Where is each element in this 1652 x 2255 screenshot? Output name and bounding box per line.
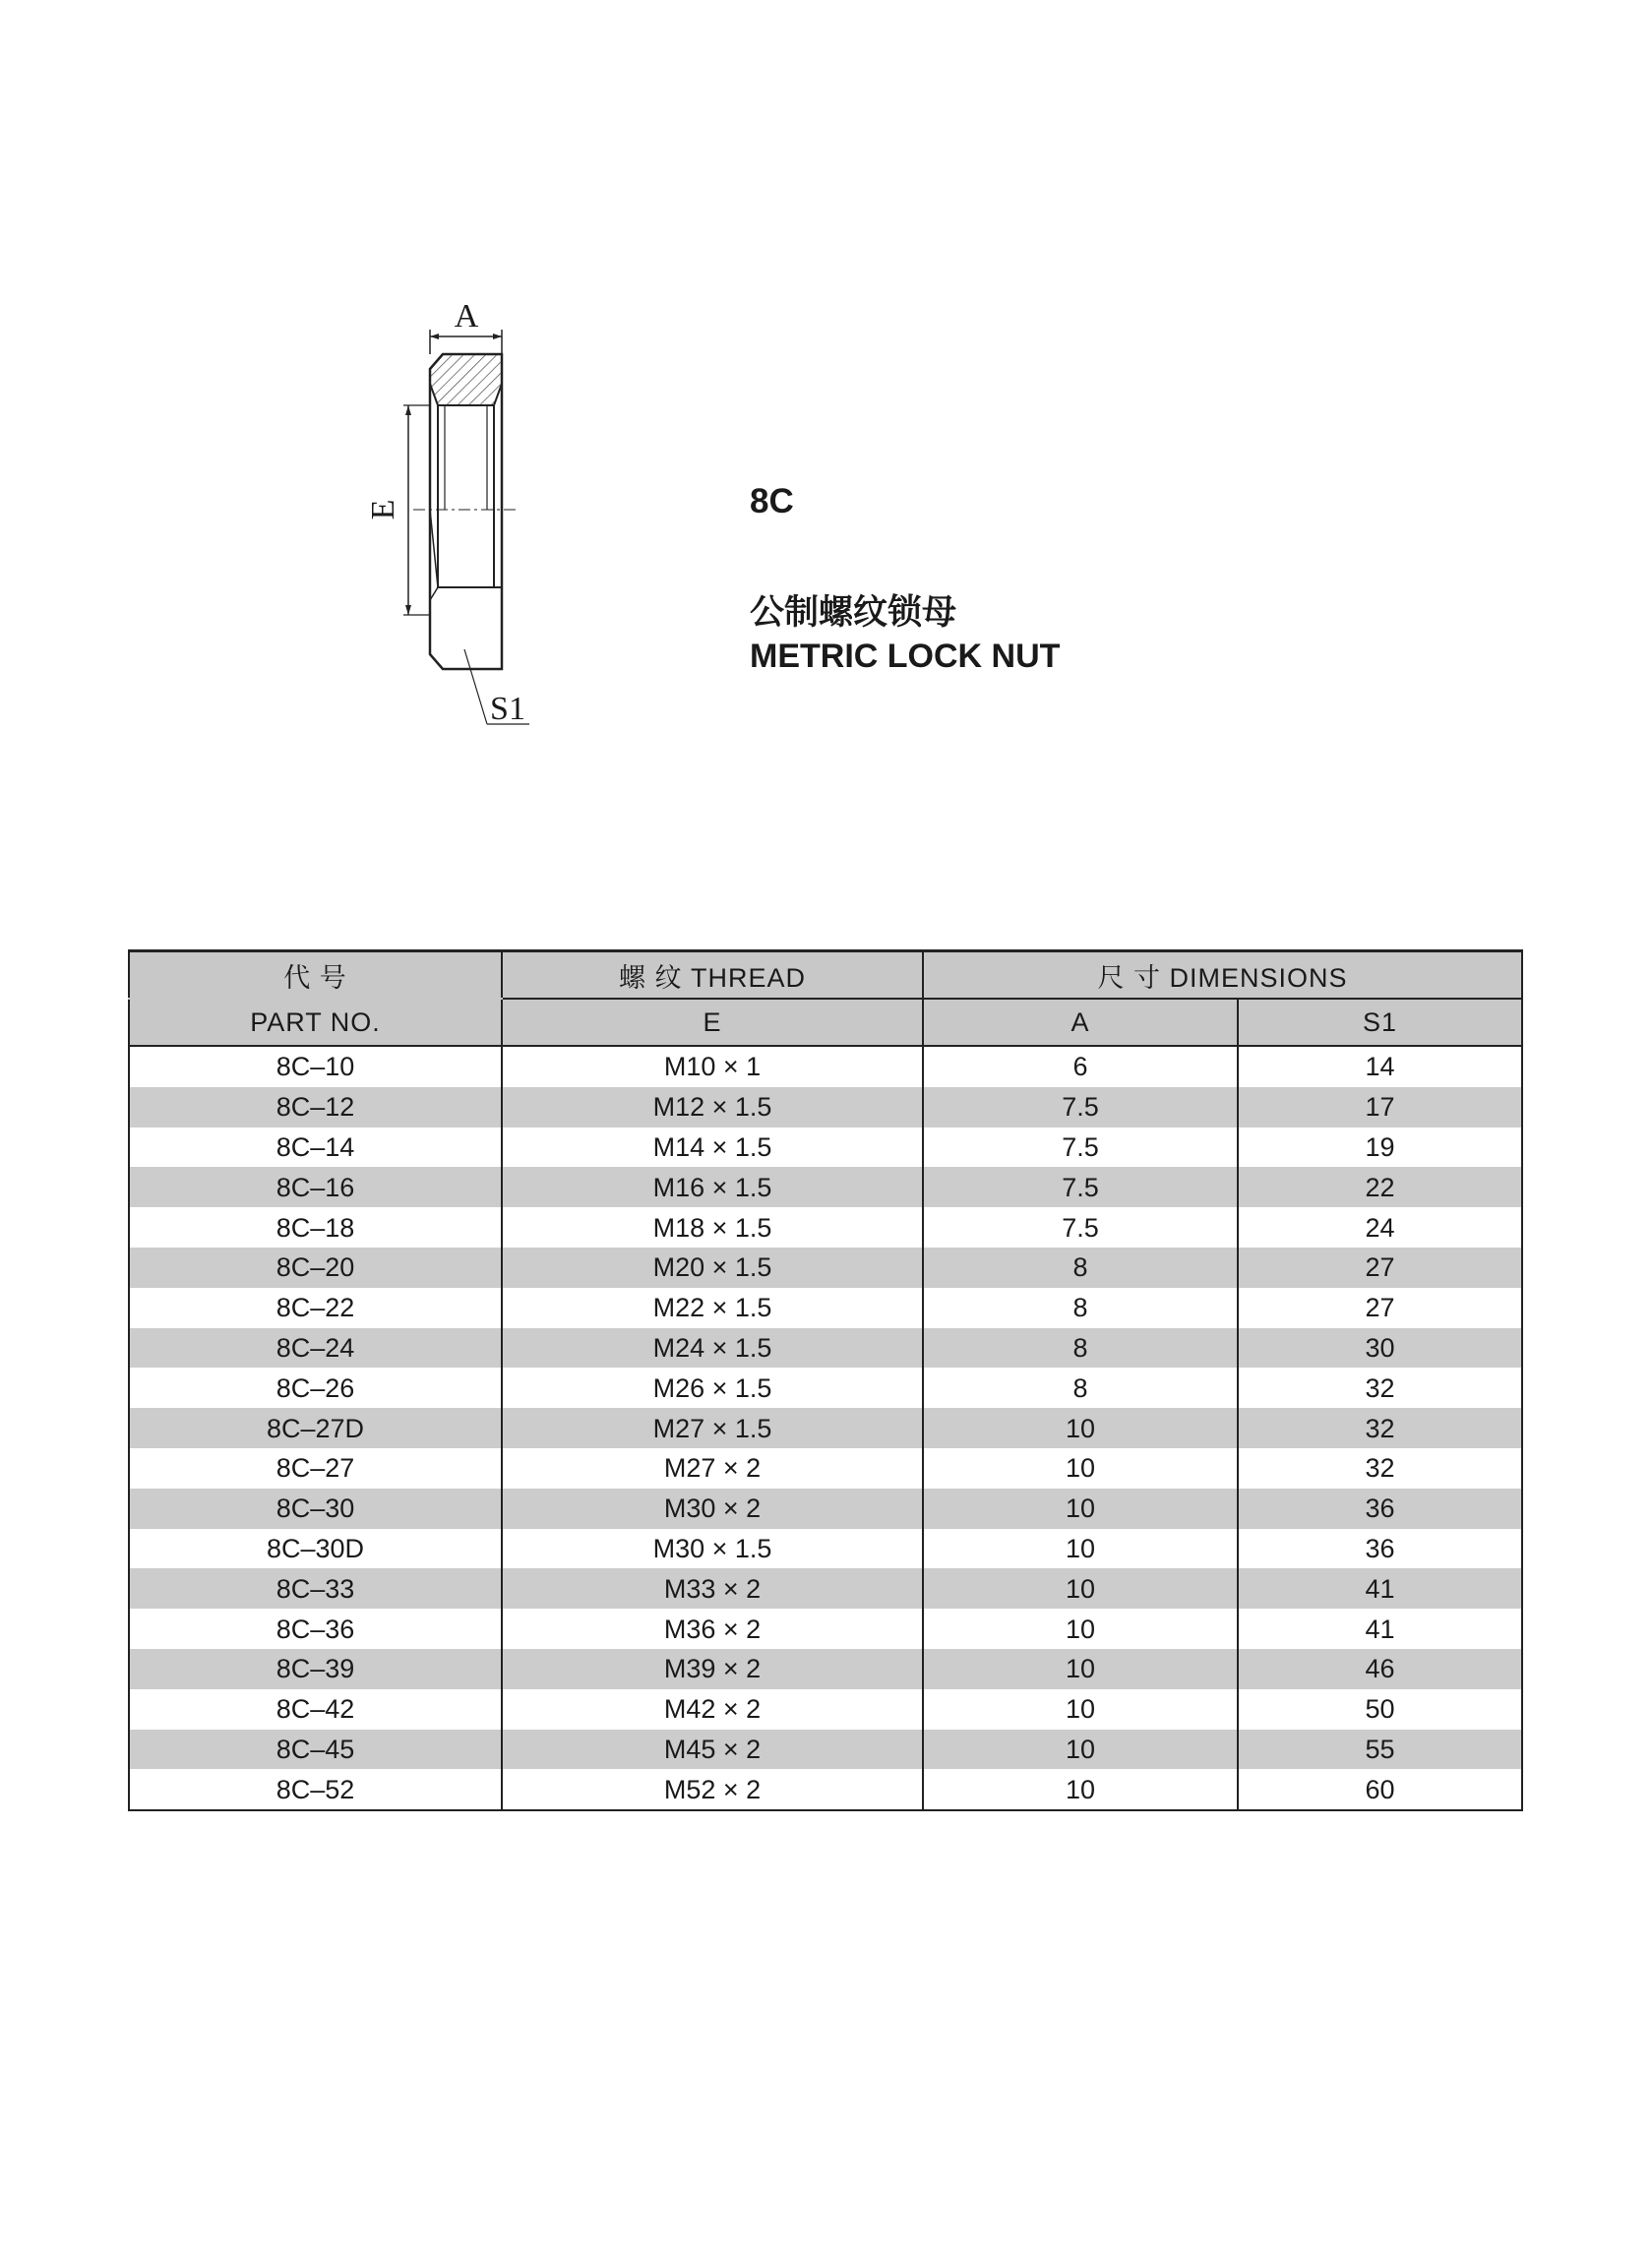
s1-cell: 41 bbox=[1238, 1609, 1522, 1649]
header-col-s1: S1 bbox=[1238, 999, 1522, 1046]
s1-cell: 36 bbox=[1238, 1529, 1522, 1569]
table-row bbox=[129, 1288, 1522, 1328]
a-cell: 10 bbox=[923, 1568, 1238, 1609]
title-chinese: 公制螺纹锁母 bbox=[750, 593, 957, 633]
a-cell: 10 bbox=[923, 1529, 1238, 1569]
header-col-a: A bbox=[923, 999, 1238, 1046]
a-cell: 8 bbox=[923, 1248, 1238, 1288]
part-number-cell: 8C–10 bbox=[129, 1046, 502, 1087]
thread-cell: M30 × 1.5 bbox=[502, 1529, 923, 1569]
part-number-cell: 8C–26 bbox=[129, 1368, 502, 1408]
s1-cell: 22 bbox=[1238, 1167, 1522, 1207]
a-cell: 10 bbox=[923, 1408, 1238, 1448]
s1-cell: 32 bbox=[1238, 1448, 1522, 1489]
lock-nut-drawing bbox=[354, 285, 571, 748]
thread-cell: M27 × 1.5 bbox=[502, 1408, 923, 1448]
dimension-s1-label: S1 bbox=[490, 691, 525, 727]
part-number-cell: 8C–12 bbox=[129, 1087, 502, 1128]
a-cell: 7.5 bbox=[923, 1128, 1238, 1168]
thread-cell: M22 × 1.5 bbox=[502, 1288, 923, 1328]
part-number-cell: 8C–22 bbox=[129, 1288, 502, 1328]
thread-cell: M26 × 1.5 bbox=[502, 1368, 923, 1408]
table-row bbox=[129, 1046, 1522, 1087]
thread-cell: M45 × 2 bbox=[502, 1730, 923, 1770]
part-number-cell: 8C–39 bbox=[129, 1649, 502, 1689]
part-number-cell: 8C–18 bbox=[129, 1207, 502, 1248]
part-number-cell: 8C–30 bbox=[129, 1489, 502, 1529]
table-row bbox=[129, 1730, 1522, 1770]
s1-cell: 55 bbox=[1238, 1730, 1522, 1770]
thread-cell: M20 × 1.5 bbox=[502, 1248, 923, 1288]
s1-cell: 32 bbox=[1238, 1408, 1522, 1448]
table-row bbox=[129, 1609, 1522, 1649]
s1-cell: 50 bbox=[1238, 1689, 1522, 1730]
table-row bbox=[129, 1087, 1522, 1128]
s1-cell: 27 bbox=[1238, 1248, 1522, 1288]
header-part-en: PART NO. bbox=[129, 999, 502, 1046]
s1-cell: 41 bbox=[1238, 1568, 1522, 1609]
part-number-cell: 8C–20 bbox=[129, 1248, 502, 1288]
table-row bbox=[129, 1769, 1522, 1810]
table-row bbox=[129, 1167, 1522, 1207]
thread-cell: M52 × 2 bbox=[502, 1769, 923, 1810]
title-english: METRIC LOCK NUT bbox=[750, 638, 1061, 675]
part-number-cell: 8C–16 bbox=[129, 1167, 502, 1207]
table-row bbox=[129, 1489, 1522, 1529]
a-cell: 10 bbox=[923, 1689, 1238, 1730]
table-row bbox=[129, 1448, 1522, 1489]
spec-table-body bbox=[129, 1046, 1522, 1810]
part-number-cell: 8C–45 bbox=[129, 1730, 502, 1770]
s1-cell: 27 bbox=[1238, 1288, 1522, 1328]
table-row bbox=[129, 1128, 1522, 1168]
s1-cell: 19 bbox=[1238, 1128, 1522, 1168]
thread-cell: M24 × 1.5 bbox=[502, 1328, 923, 1369]
table-row bbox=[129, 1248, 1522, 1288]
a-cell: 10 bbox=[923, 1489, 1238, 1529]
part-number-cell: 8C–24 bbox=[129, 1328, 502, 1369]
dimension-a-label: A bbox=[454, 298, 479, 335]
a-cell: 10 bbox=[923, 1769, 1238, 1810]
header-dimensions: 尺 寸 DIMENSIONS bbox=[923, 951, 1522, 1000]
a-cell: 8 bbox=[923, 1288, 1238, 1328]
s1-cell: 17 bbox=[1238, 1087, 1522, 1128]
a-cell: 10 bbox=[923, 1609, 1238, 1649]
thread-cell: M27 × 2 bbox=[502, 1448, 923, 1489]
s1-cell: 14 bbox=[1238, 1046, 1522, 1087]
header-part-cn: 代 号 bbox=[129, 951, 502, 1000]
thread-cell: M18 × 1.5 bbox=[502, 1207, 923, 1248]
a-cell: 10 bbox=[923, 1448, 1238, 1489]
part-number-cell: 8C–27 bbox=[129, 1448, 502, 1489]
header-thread: 螺 纹 THREAD bbox=[502, 951, 923, 1000]
part-number-cell: 8C–27D bbox=[129, 1408, 502, 1448]
a-cell: 7.5 bbox=[923, 1167, 1238, 1207]
part-number-cell: 8C–52 bbox=[129, 1769, 502, 1810]
thread-cell: M14 × 1.5 bbox=[502, 1128, 923, 1168]
model-code: 8C bbox=[750, 482, 794, 520]
table-row bbox=[129, 1529, 1522, 1569]
table-row bbox=[129, 1328, 1522, 1369]
dimension-e-label: E bbox=[365, 499, 401, 520]
part-number-cell: 8C–42 bbox=[129, 1689, 502, 1730]
thread-cell: M12 × 1.5 bbox=[502, 1087, 923, 1128]
a-cell: 10 bbox=[923, 1649, 1238, 1689]
part-number-cell: 8C–30D bbox=[129, 1529, 502, 1569]
a-cell: 7.5 bbox=[923, 1207, 1238, 1248]
table-row bbox=[129, 1408, 1522, 1448]
s1-cell: 24 bbox=[1238, 1207, 1522, 1248]
table-row bbox=[129, 1649, 1522, 1689]
a-cell: 8 bbox=[923, 1328, 1238, 1369]
s1-cell: 30 bbox=[1238, 1328, 1522, 1369]
table-row bbox=[129, 1689, 1522, 1730]
header-col-e: E bbox=[502, 999, 923, 1046]
thread-cell: M42 × 2 bbox=[502, 1689, 923, 1730]
s1-cell: 32 bbox=[1238, 1368, 1522, 1408]
a-cell: 10 bbox=[923, 1730, 1238, 1770]
thread-cell: M16 × 1.5 bbox=[502, 1167, 923, 1207]
thread-cell: M10 × 1 bbox=[502, 1046, 923, 1087]
a-cell: 6 bbox=[923, 1046, 1238, 1087]
thread-cell: M39 × 2 bbox=[502, 1649, 923, 1689]
part-number-cell: 8C–33 bbox=[129, 1568, 502, 1609]
thread-cell: M33 × 2 bbox=[502, 1568, 923, 1609]
s1-cell: 46 bbox=[1238, 1649, 1522, 1689]
part-number-cell: 8C–14 bbox=[129, 1128, 502, 1168]
table-row bbox=[129, 1207, 1522, 1248]
spec-table bbox=[128, 949, 1523, 1811]
part-number-cell: 8C–36 bbox=[129, 1609, 502, 1649]
table-row bbox=[129, 1568, 1522, 1609]
s1-cell: 36 bbox=[1238, 1489, 1522, 1529]
a-cell: 8 bbox=[923, 1368, 1238, 1408]
thread-cell: M36 × 2 bbox=[502, 1609, 923, 1649]
a-cell: 7.5 bbox=[923, 1087, 1238, 1128]
s1-cell: 60 bbox=[1238, 1769, 1522, 1810]
thread-cell: M30 × 2 bbox=[502, 1489, 923, 1529]
table-row bbox=[129, 1368, 1522, 1408]
